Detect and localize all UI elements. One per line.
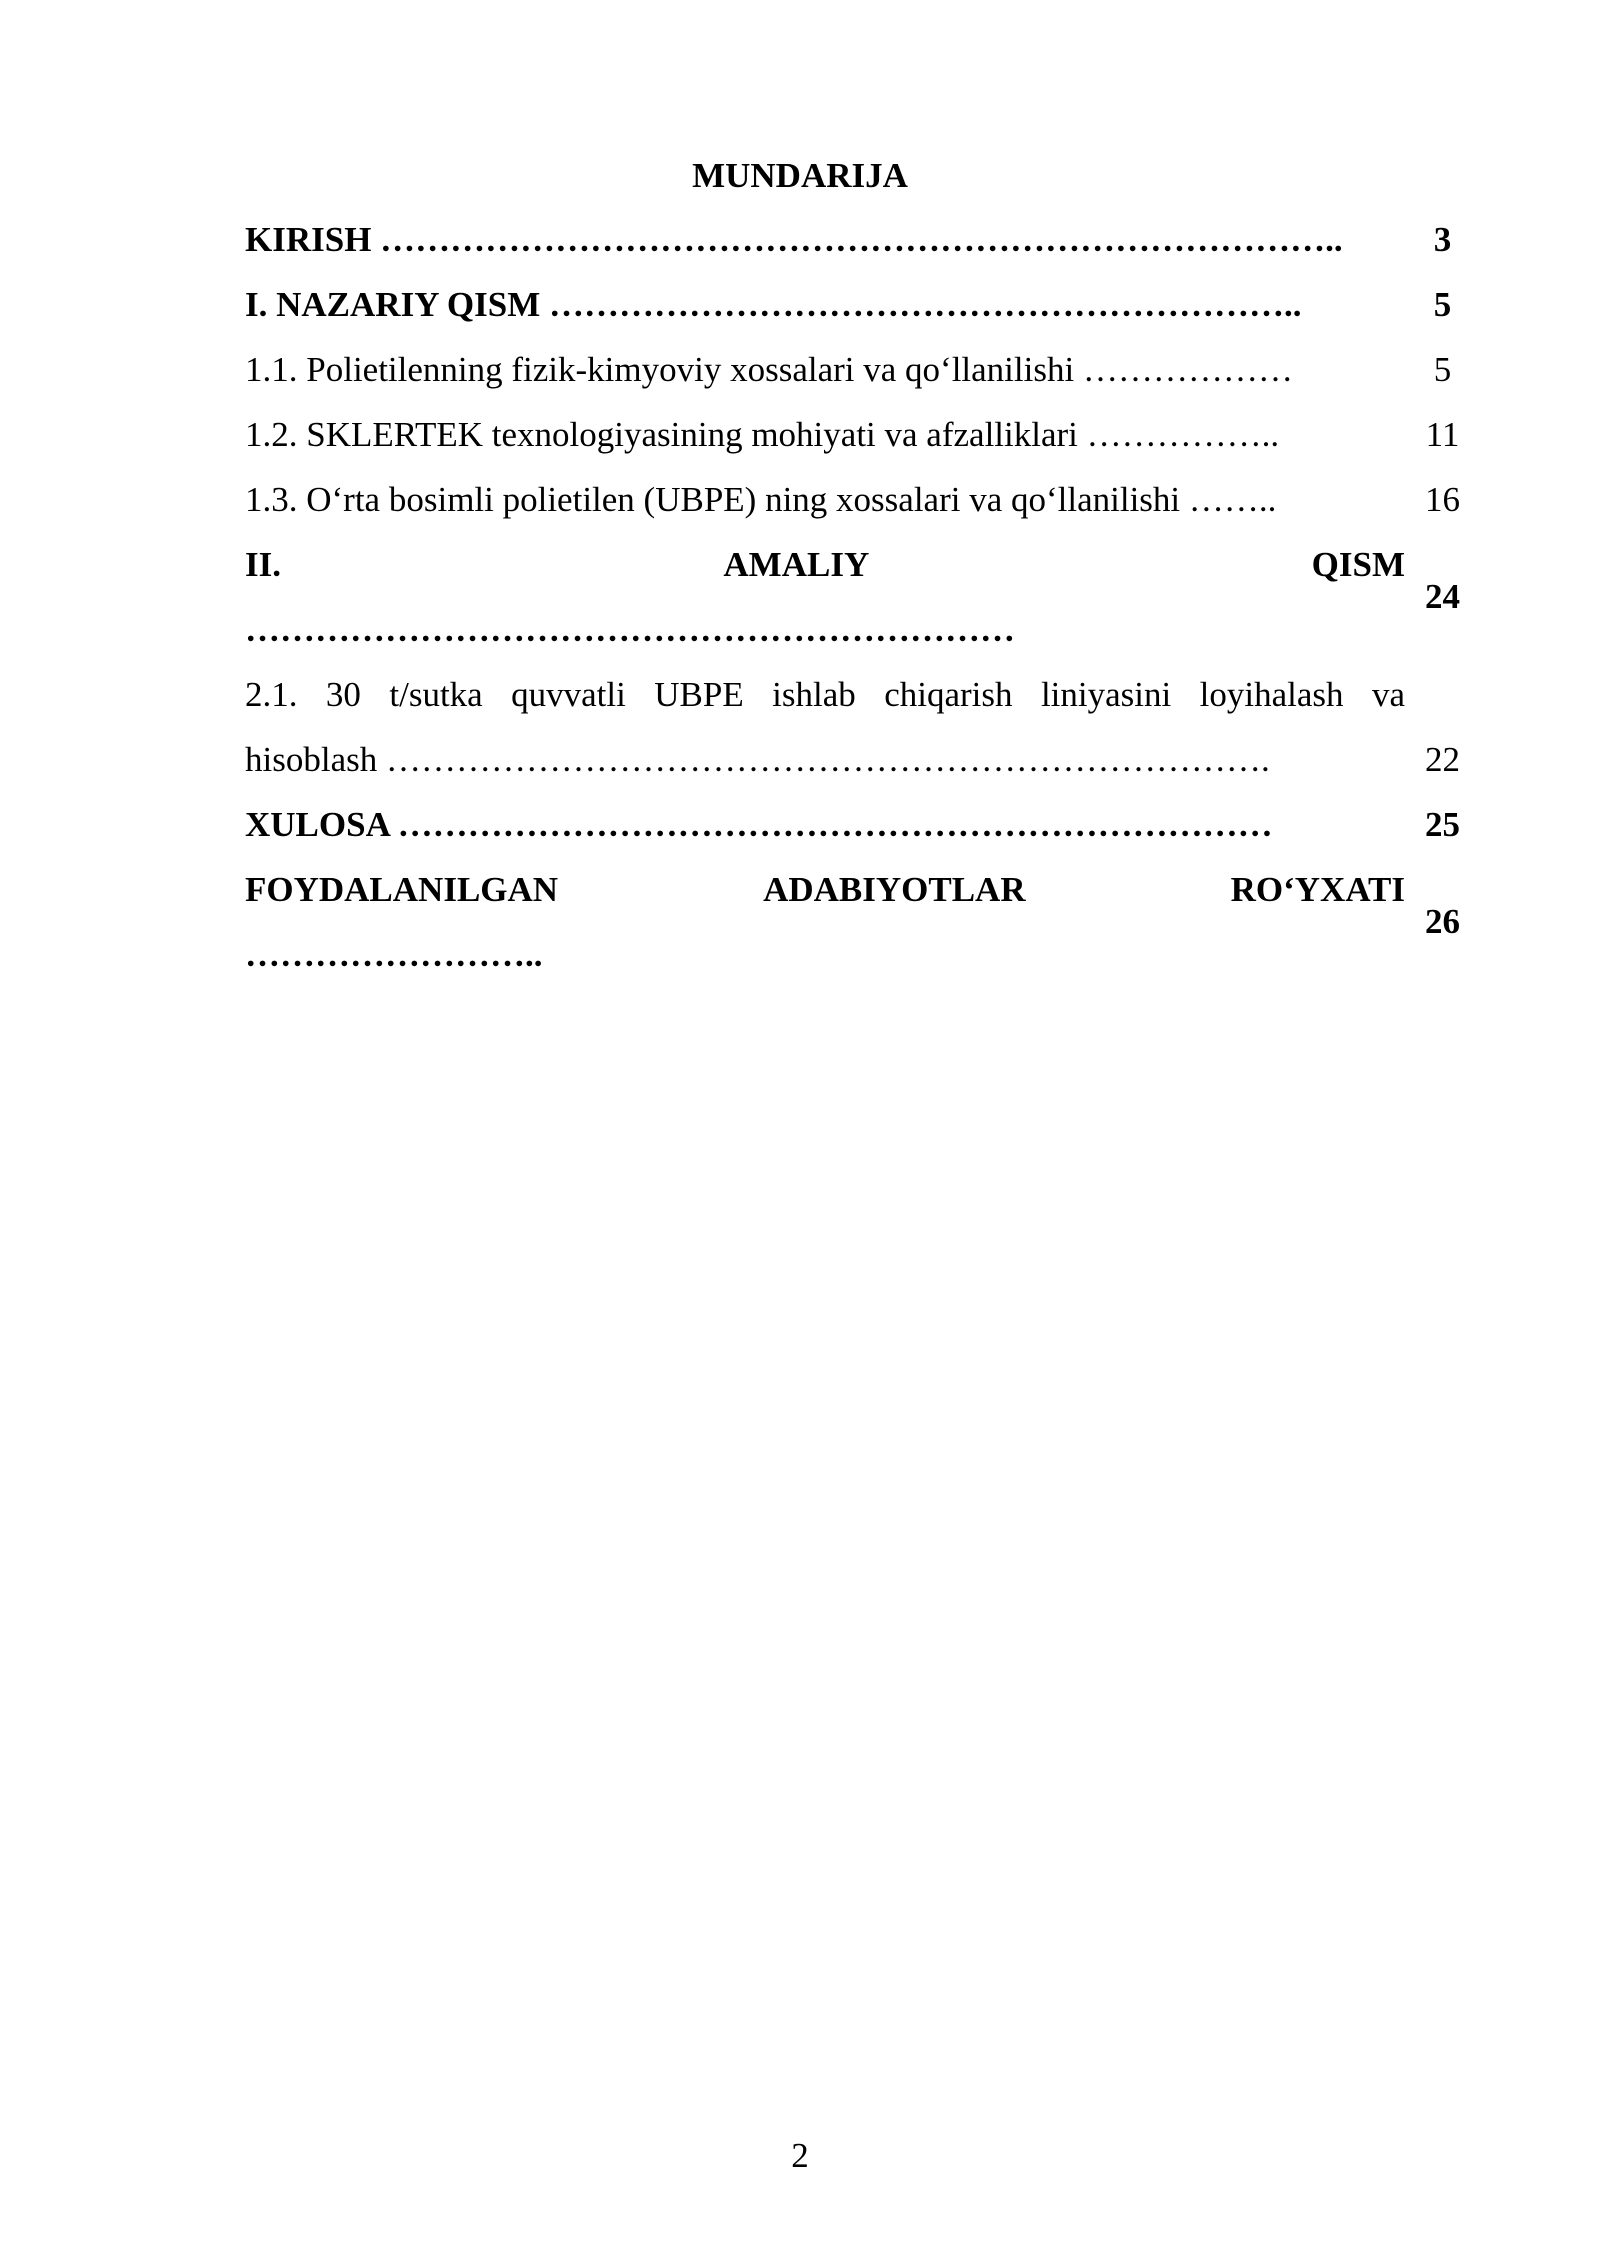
toc-entry-text: 1.1. Polietilenning fizik-kimyoviy xossalari va qo‘llanilishi ………………: [245, 350, 1293, 389]
toc-entry-text: 1.3. O‘rta bosimli polietilen (UBPE) ning xossalari va qo‘llanilishi ……..: [245, 480, 1277, 519]
toc-entry-word: FOYDALANILGAN: [245, 870, 559, 909]
toc-entry-word: RO‘YXATI: [1230, 870, 1405, 909]
toc-entry-page: 25: [1425, 805, 1460, 844]
toc-entry-page: 24: [1425, 577, 1460, 616]
toc-entry-text: KIRISH ………………………………………………………………………..: [245, 220, 1343, 259]
toc-entry-2-1: [245, 662, 1480, 792]
page-number: 2: [791, 2136, 809, 2175]
toc-entry-text: I. NAZARIY QISM ………………………………………………………..: [245, 285, 1302, 324]
toc-entry-word: ADABIYOTLAR: [763, 870, 1026, 909]
toc-entry-text: 1.2. SKLERTEK texnologiyasining mohiyati va afzalliklari ……………..: [245, 415, 1280, 454]
toc-entry-page: 22: [1425, 740, 1460, 779]
toc-entry-word: AMALIY: [723, 545, 870, 584]
toc-entry-page: 11: [1425, 415, 1460, 454]
toc-entry-adabiyotlar: [245, 857, 1480, 987]
toc-entry-page: 3: [1433, 220, 1452, 259]
toc-entry-amaliy-qism: [245, 532, 1480, 662]
toc-entry-leader: …………………………………………………………: [245, 610, 1015, 649]
toc-entry-leader: ……………………..: [245, 935, 543, 974]
toc-entry-word: II.: [245, 545, 281, 584]
toc-entry-page: 16: [1425, 480, 1460, 519]
toc-entry-line1: [245, 857, 1405, 922]
toc-entry-page: 5: [1433, 350, 1452, 389]
toc-entry-page: 5: [1433, 285, 1452, 324]
toc-entry-line1: [245, 532, 1405, 597]
toc-title: MUNDARIJA: [692, 156, 908, 195]
toc-entry-page: 26: [1425, 902, 1460, 941]
toc-entry-word: QISM: [1311, 545, 1405, 584]
toc-entry-text: XULOSA …………………………………………………………………: [245, 805, 1273, 844]
toc-entry-line2: hisoblash ………………………………………………………………….: [245, 740, 1270, 779]
toc-entry-line1: 2.1. 30 t/sutka quvvatli UBPE ishlab chiqarish liniyasini loyihalash va: [245, 675, 1405, 714]
